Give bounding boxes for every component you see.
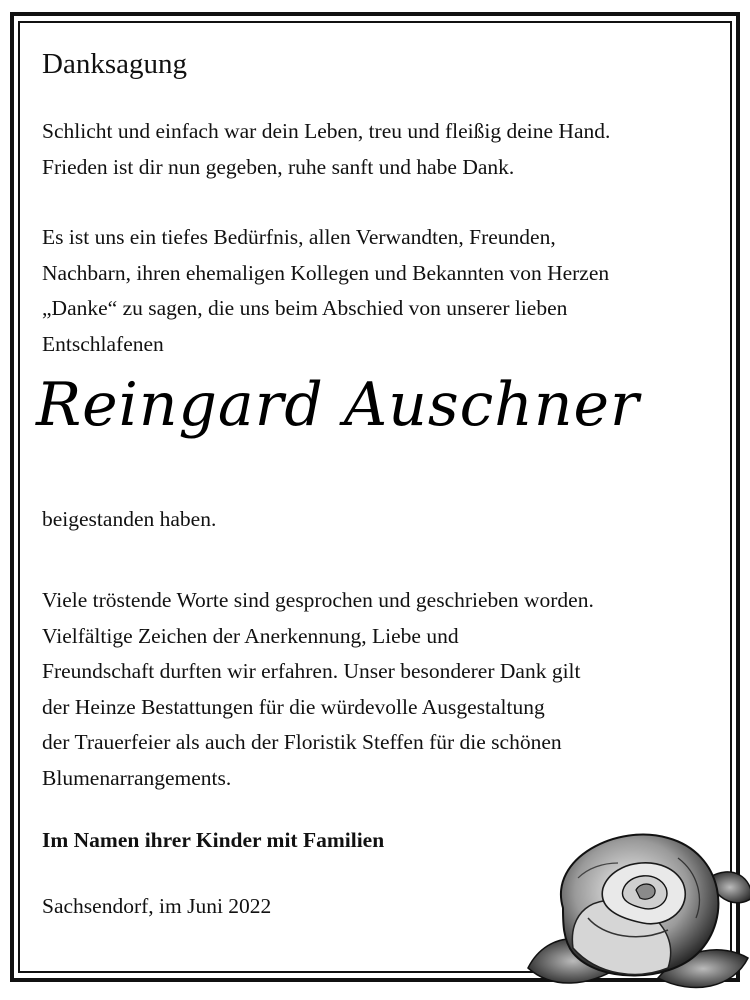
intro-paragraph: [42, 220, 609, 362]
after-name-text: beigestanden haben.: [42, 507, 217, 531]
intro-line: Entschlafenen: [42, 331, 164, 356]
thanks-paragraph: [42, 583, 594, 796]
notice-heading: Danksagung: [42, 48, 187, 80]
intro-line: „Danke“ zu sagen, die uns beim Abschied von unserer lieben: [42, 296, 568, 320]
signoff: Im Namen ihrer Kinder mit Familien: [42, 828, 385, 852]
thanks-line: Viele tröstende Worte sind gesprochen und geschrieben worden.: [42, 588, 594, 612]
verse-line: Frieden ist dir nun gegeben, ruhe sanft und habe Dank.: [42, 154, 515, 179]
place-date: Sachsendorf, im Juni 2022: [42, 894, 272, 918]
thanks-line: Blumenarrangements.: [42, 765, 232, 790]
thanks-line: der Heinze Bestattungen für die würdevolle Ausgestaltung: [42, 694, 545, 719]
verse-paragraph: [42, 114, 610, 185]
thanks-line: der Trauerfeier als auch der Floristik Steffen für die schönen: [42, 730, 562, 754]
intro-line: Es ist uns ein tiefes Bedürfnis, allen Verwandten, Freunden,: [42, 225, 556, 249]
deceased-name: Reingard Auschner: [36, 370, 640, 440]
rose-icon: [508, 818, 750, 996]
thanks-line: Freundschaft durften wir erfahren. Unser besonderer Dank gilt: [42, 659, 581, 683]
intro-line: Nachbarn, ihren ehemaligen Kollegen und Bekannten von Herzen: [42, 260, 610, 285]
thanks-line: Vielfältige Zeichen der Anerkennung, Liebe und: [42, 623, 459, 648]
verse-line: Schlicht und einfach war dein Leben, treu und fleißig deine Hand.: [42, 119, 611, 143]
